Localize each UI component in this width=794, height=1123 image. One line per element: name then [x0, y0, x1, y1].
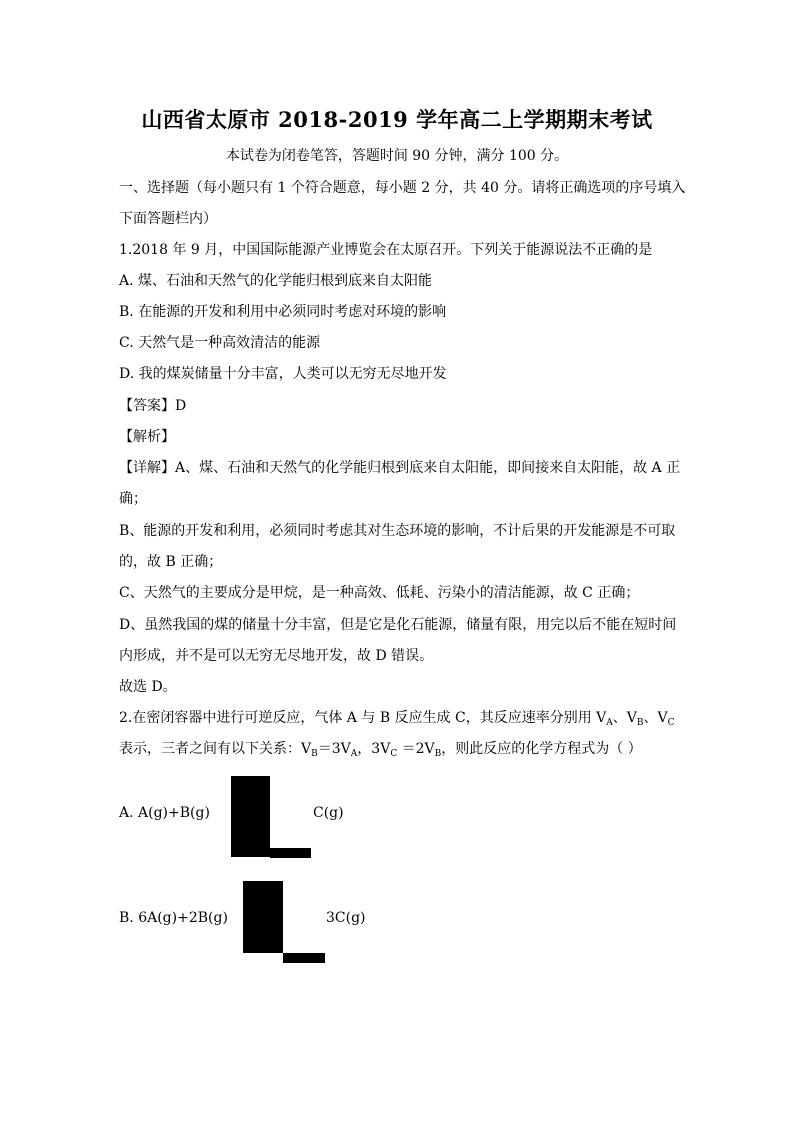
- stem-text: 、V: [612, 710, 637, 726]
- question-1-conclusion: 故选 D。: [119, 679, 177, 695]
- stem-text: 2.在密闭容器中进行可逆反应，气体 A 与 B 反应生成 C，其反应速率分别用 V: [119, 710, 607, 726]
- stem-text: 表示，三者之间有以下关系：V: [119, 741, 312, 757]
- question-2-stem-line-2: [119, 738, 642, 759]
- question-1-analysis-label: 【解析】: [119, 429, 175, 445]
- question-1-detail-line: 内形成，并不是可以无穷无尽地开发，故 D 错误。: [119, 648, 434, 664]
- subscript: B: [311, 749, 318, 759]
- subscript: A: [350, 749, 358, 759]
- question-1-option-a: A. 煤、石油和天然气的化学能归根到底来自太阳能: [119, 273, 433, 289]
- exam-instructions: 本试卷为闭卷笔答，答题时间 90 分钟，满分 100 分。: [225, 148, 569, 164]
- stem-text: ＝2V: [397, 741, 435, 757]
- question-2-option-a-left: A. A(g)+B(g): [119, 805, 210, 821]
- reaction-arrow-image-tail: [283, 953, 325, 963]
- question-1-option-d: D. 我的煤炭储量十分丰富，人类可以无穷无尽地开发: [119, 366, 447, 382]
- subscript: A: [606, 718, 613, 728]
- question-1-stem: 1.2018 年 9 月，中国国际能源产业博览会在太原召开。下列关于能源说法不正确的是: [119, 242, 653, 258]
- question-1-detail-line: 确；: [119, 491, 147, 507]
- reaction-arrow-image: [243, 881, 283, 953]
- question-1-detail-line: B、能源的开发和利用，必须同时考虑其对生态环境的影响，不计后果的开发能源是不可取: [119, 523, 676, 539]
- section-heading-continued: 下面答题栏内）: [119, 211, 217, 227]
- reaction-arrow-image-tail: [270, 848, 311, 858]
- stem-text: ＝3V: [317, 741, 351, 757]
- question-2-option-b-right: 3C(g): [326, 910, 366, 926]
- subscript: C: [667, 718, 675, 728]
- subscript: B: [434, 749, 442, 759]
- reaction-arrow-image: [231, 776, 270, 857]
- question-1-detail-line: 【详解】A、煤、石油和天然气的化学能归根到底来自太阳能，即间接来自太阳能，故 A 正: [119, 460, 681, 476]
- subscript: C: [390, 749, 398, 759]
- question-1-option-b: B. 在能源的开发和利用中必须同时考虑对环境的影响: [119, 304, 447, 320]
- question-1-detail-line: 的，故 B 正确；: [119, 554, 223, 570]
- question-1-option-c: C. 天然气是一种高效清洁的能源: [119, 335, 321, 351]
- page-title: 山西省太原市 2018-2019 学年高二上学期期末考试: [141, 107, 653, 132]
- stem-text: ，则此反应的化学方程式为（ ）: [441, 741, 642, 757]
- question-2-option-a-right: C(g): [313, 805, 344, 821]
- stem-text: 、V: [643, 710, 668, 726]
- stem-text: ，3V: [357, 741, 391, 757]
- question-1-answer: 【答案】D: [119, 398, 187, 414]
- question-2-option-b-left: B. 6A(g)+2B(g): [119, 910, 228, 926]
- question-1-detail-line: C、天然气的主要成分是甲烷，是一种高效、低耗、污染小的清洁能源，故 C 正确；: [119, 585, 640, 601]
- section-heading: 一、选择题（每小题只有 1 个符合题意，每小题 2 分，共 40 分。请将正确选项的序号填入: [119, 180, 686, 196]
- subscript: B: [636, 718, 644, 728]
- question-1-detail-line: D、虽然我国的煤的储量十分丰富，但是它是化石能源，储量有限，用完以后不能在短时间: [119, 617, 677, 633]
- question-2-stem-line-1: [119, 707, 675, 728]
